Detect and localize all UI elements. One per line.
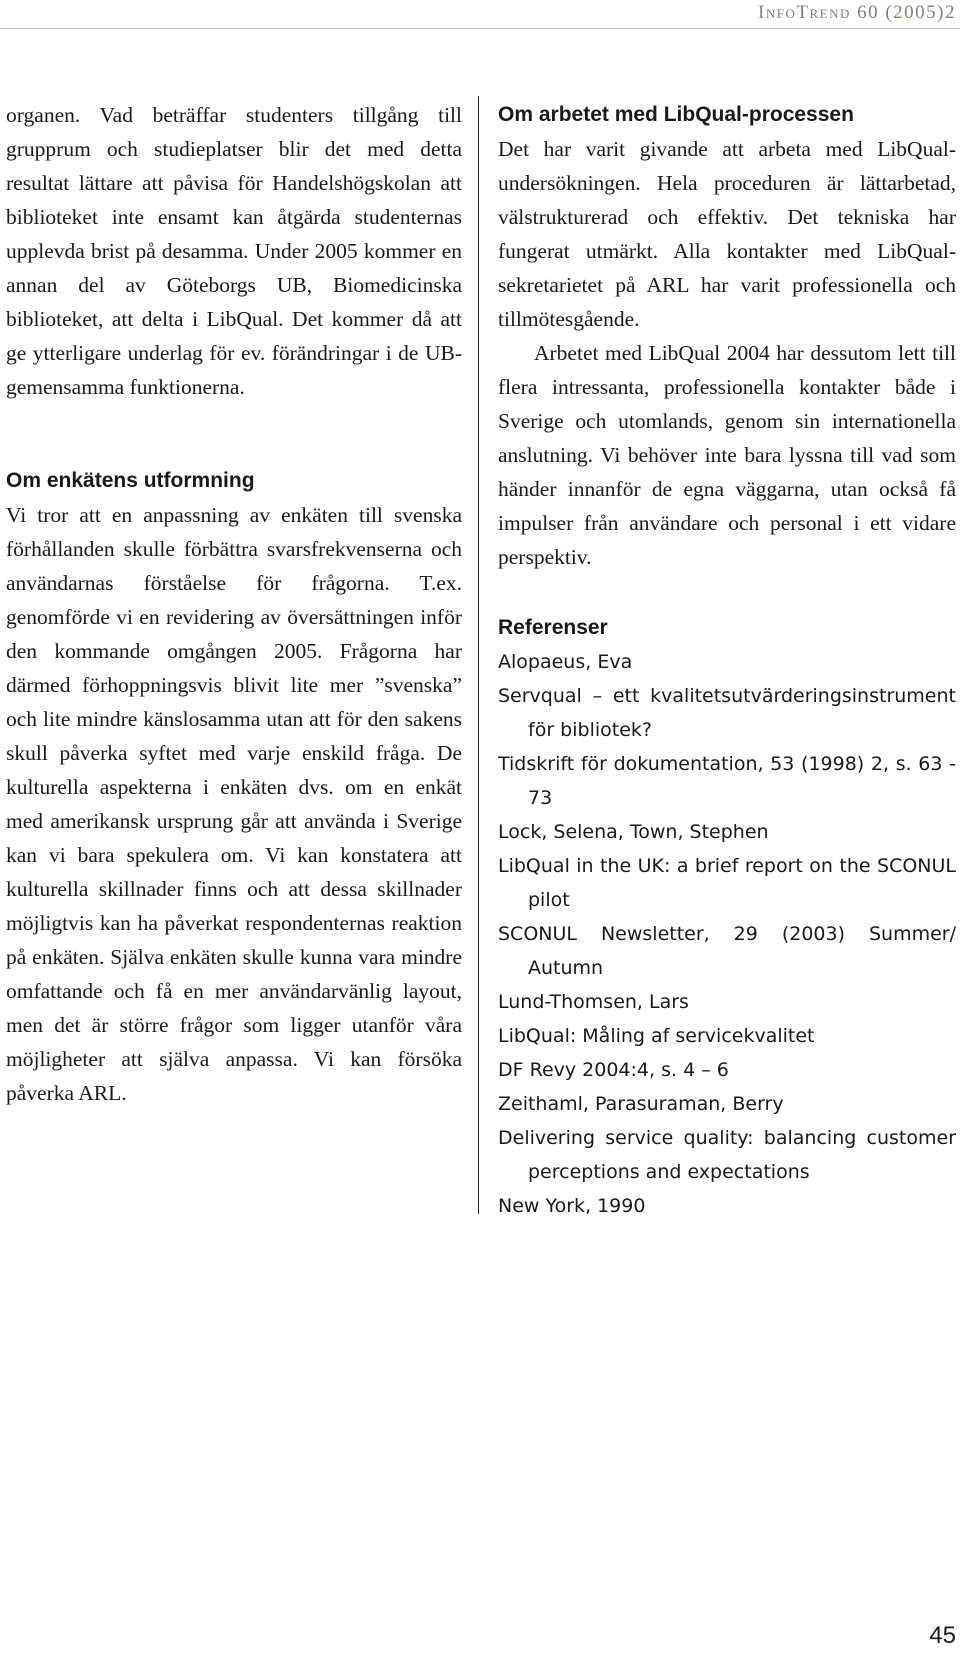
section-heading-libqual-process: Om arbetet med LibQual-processen xyxy=(498,103,854,126)
section-spacer xyxy=(498,574,956,611)
section-heading-survey-design: Om enkätens utformning xyxy=(6,469,255,492)
libqual-process-paragraph-2: Arbetet med LibQual 2004 har dessutom lett till flera intressanta, professionella kontakter både i Sverige och utomlands, genom sin internationella anslutning. Vi behöver inte bara lyssna till vad som händer innanför de egna väggarna, utan också få impulser från användare och personal i ett vidare perspektiv. xyxy=(498,341,956,569)
libqual-process-paragraph-1: Det har varit givande att arbeta med LibQual-undersökningen. Hela proceduren är lättarbetad, välstrukturerad och effektiv. Det tekniska har fungerat utmärkt. Alla kontakter med LibQual-sekretarietet på ARL har varit professionella och tillmötesgående. xyxy=(498,137,956,331)
right-column xyxy=(498,98,956,1223)
running-header xyxy=(0,0,960,29)
section-spacer xyxy=(6,404,462,464)
reference-line: LibQual: Måling af servicekvalitet xyxy=(498,1025,815,1047)
references-list xyxy=(498,645,956,1223)
reference-line: Alopaeus, Eva xyxy=(498,651,633,673)
reference-line: New York, 1990 xyxy=(498,1195,646,1217)
reference-line: Tidskrift för dokumentation, 53 (1998) 2, s. 63 - 73 xyxy=(498,753,956,809)
references-heading: Referenser xyxy=(498,616,608,639)
journal-issue-label: InfoTrend 60 (2005)2 xyxy=(758,2,956,23)
column-divider xyxy=(478,96,479,1214)
reference-line: DF Revy 2004:4, s. 4 – 6 xyxy=(498,1059,729,1081)
reference-line: Zeithaml, Parasuraman, Berry xyxy=(498,1093,784,1115)
page-number: 45 xyxy=(929,1622,956,1649)
reference-line: Servqual – ett kvalitetsutvärderingsinstrument för bibliotek? xyxy=(498,685,956,741)
reference-line: LibQual in the UK: a brief report on the SCONUL pilot xyxy=(498,855,956,911)
left-column xyxy=(6,98,462,1110)
reference-line: Delivering service quality: balancing customer perceptions and expectations xyxy=(498,1127,956,1183)
reference-line: Lock, Selena, Town, Stephen xyxy=(498,821,769,843)
reference-line: SCONUL Newsletter, 29 (2003) Summer/ Autumn xyxy=(498,923,956,979)
reference-line: Lund-Thomsen, Lars xyxy=(498,991,689,1013)
survey-design-paragraph: Vi tror att en anpassning av enkäten till svenska förhållanden skulle förbättra svarsfrekvenserna och användarnas förståelse för frågorna. T.ex. genomförde vi en revidering av översättningen inför den kommande omgången 2005. Frågorna har därmed förhoppningsvis blivit lite mer ”svenska” och lite mindre känslosamma utan att för den sakens skull påverka syftet med varje enskild fråga. De kulturella aspekterna i enkäten dvs. om en enkät med amerikansk ursprung går att använda i Sverige kan vi bara spekulera om. Vi kan konstatera att kulturella skillnader finns och att dessa skillnader möjligtvis kan ha påverkat respondenternas reaktion på enkäten. Själva enkäten skulle kunna vara mindre omfattande och få en mer användarvänlig layout, men det är större frågor som ligger utanför våra möjligheter att själva anpassa. Vi kan försöka påverka ARL. xyxy=(6,503,462,1105)
intro-paragraph: organen. Vad beträffar studenters tillgång till grupprum och studieplatser blir det med detta resultat lättare att påvisa för Handelshögskolan att biblioteket inte ensamt kan åtgärda studenternas upplevda brist på desamma. Under 2005 kommer en annan del av Göteborgs UB, Biomedicinska biblioteket, att delta i LibQual. Det kommer då att ge ytterligare underlag för ev. förändringar i de UB-gemensamma funktionerna. xyxy=(6,103,462,399)
